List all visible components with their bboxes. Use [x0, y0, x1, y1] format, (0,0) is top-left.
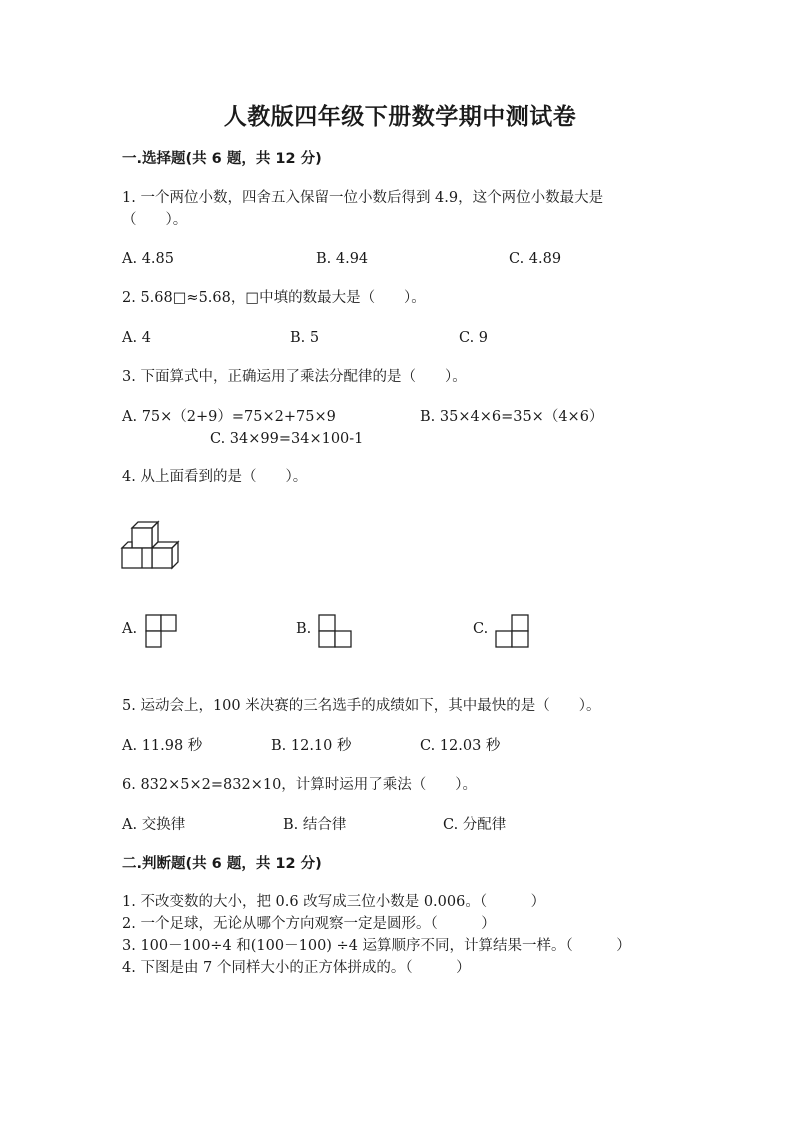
q3-option-a: A. 75×（2+9）=75×2+75×9 — [122, 409, 336, 425]
judgement-item: 2. 一个足球，无论从哪个方向观察一定是圆形。（ ） — [122, 916, 496, 932]
q4-option-a: A. — [122, 621, 138, 637]
q1-text-cont: （ ）。 — [122, 212, 188, 228]
q5-option-b: B. 12.10 秒 — [271, 738, 352, 754]
section-heading-choice: 一.选择题(共 6 题，共 12 分) — [122, 151, 322, 167]
q4-option-a-figure — [145, 614, 178, 648]
q2-text: 2. 5.68□≈5.68，□中填的数最大是（ ）。 — [122, 290, 426, 306]
q3-option-c: C. 34×99=34×100-1 — [210, 431, 364, 447]
judgement-item: 1. 不改变数的大小，把 0.6 改写成三位小数是 0.006。（ ） — [122, 894, 546, 910]
cube-front-face — [152, 548, 172, 568]
q4-option-b-figure — [318, 614, 352, 648]
cube-top-face — [122, 542, 132, 548]
q3-option-b: B. 35×4×6=35×（4×6） — [420, 409, 604, 425]
q2-option-a: A. 4 — [122, 330, 151, 346]
q5-option-c: C. 12.03 秒 — [420, 738, 501, 754]
cube-arrangement-figure — [120, 520, 182, 570]
q6-option-a: A. 交换律 — [122, 817, 186, 833]
q4-text: 4. 从上面看到的是（ ）。 — [122, 469, 308, 485]
q5-option-a: A. 11.98 秒 — [122, 738, 203, 754]
q5-text: 5. 运动会上，100 米决赛的三名选手的成绩如下，其中最快的是（ ）。 — [122, 698, 601, 714]
q6-text: 6. 832×5×2=832×10，计算时运用了乘法（ ）。 — [122, 777, 478, 793]
section-heading-judgement: 二.判断题(共 6 题，共 12 分) — [122, 856, 322, 872]
page-title: 人教版四年级下册数学期中测试卷 — [223, 104, 577, 130]
q6-option-c: C. 分配律 — [443, 817, 507, 833]
q2-option-b: B. 5 — [290, 330, 320, 346]
q4-option-c-figure — [495, 614, 529, 648]
judgement-item: 4. 下图是由 7 个同样大小的正方体拼成的。（ ） — [122, 960, 471, 976]
q6-option-b: B. 结合律 — [283, 817, 347, 833]
q3-text: 3. 下面算式中，正确运用了乘法分配律的是（ ）。 — [122, 369, 467, 385]
q4-option-b: B. — [296, 621, 312, 637]
q1-option-b: B. 4.94 — [316, 251, 369, 267]
q1-option-c: C. 4.89 — [509, 251, 562, 267]
q4-option-c: C. — [473, 621, 489, 637]
q2-option-c: C. 9 — [459, 330, 489, 346]
q1-text: 1. 一个两位小数，四舍五入保留一位小数后得到 4.9，这个两位小数最大是 — [122, 190, 604, 206]
judgement-item: 3. 100－100÷4 和(100－100) ÷4 运算顺序不同，计算结果一样。（ ） — [122, 938, 631, 954]
cube-front-face — [122, 548, 152, 568]
q1-option-a: A. 4.85 — [122, 251, 174, 267]
cube-front-face — [132, 528, 152, 548]
